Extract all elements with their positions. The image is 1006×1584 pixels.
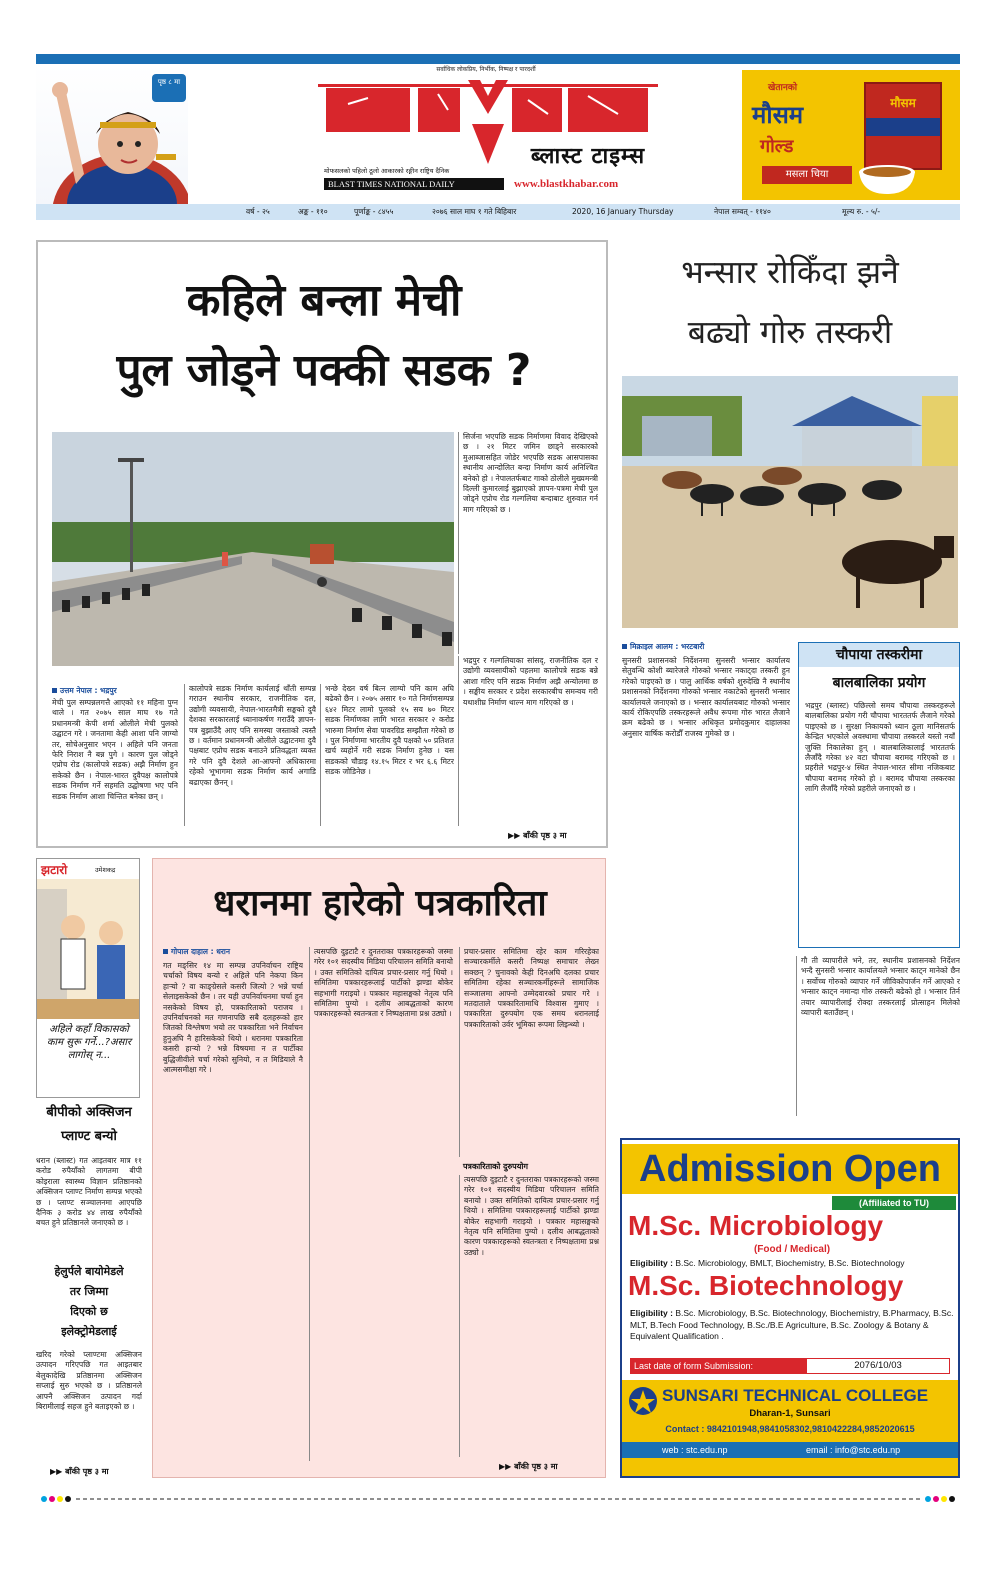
lead-column-4-top: सिर्जना भएपछि सडक निर्माणमा विवाद देखिएको छ । २१ मिटर जमिन छाड्ने सरकारको मुआब्जासहित जोडेर भएपछि सडक आसपासका स्थानीय आन्दोलित बन्दा निर्माण कार्य अनिश्चित बनेको हो । नेपालतर्फबाट गाको ठोलीले मुख्यमन्त्री दिल्ली कुमारलाई बुझाएको ज्ञापन-पत्रमा मेची पुल जोड्ने एप्रोच रोड गल्गलिया बन्दाबाट शुरुवात गर्न माग गरिएको छ ।	[458, 432, 598, 654]
dateline-nepal-sambat: नेपाल सम्वत् - ११४०	[714, 207, 771, 216]
masthead	[36, 54, 960, 222]
college-web-email-bar	[622, 1442, 958, 1458]
lead-headline-2: पुल जोड्ने पक्की सडक ?	[116, 345, 532, 396]
top-bar	[36, 54, 960, 64]
tea-ad-line3: मसला चिया	[762, 166, 852, 184]
left-headline-6: इलेक्ट्रोमेडलाई	[61, 1325, 117, 1338]
logo-title: ब्लास्ट टाइम्स	[530, 144, 646, 169]
arrow-icon: ▶▶	[50, 1467, 66, 1476]
lead-column-3: भन्छे देख्न वर्ष बित्न लाग्यो पनि काम अघि बढेको छैन । २०७५ असार १० गते निर्माणसम्पन्न ६४२ मिटर लामो पुलको १५ सय ७० मिटर सडक निर्माणका लागि भारत सरकार २ करोड भारुमा निर्माण सेवा पावरग्रिड सम्झौता गरेको छ । पुल निर्माणमा भारतीय दुवै पक्षको ५० प्रतिशत खर्च व्यहोर्ने गरी सडक निर्माण हुनेछ । यस सडकको चौडाइ १४.१५ मिटर र भर ६.६ मिटर सडक जोडिनेछ ।	[320, 684, 454, 826]
tea-ad-brand: खेतानको	[768, 83, 798, 93]
side-story	[620, 240, 960, 1136]
dharan-column-3-continued: त्यसपछि दुइटाटै र दुनतराका पत्रकारहरूको जस्मा गरेर १०१ सदस्यीय मिडिया परिचालन समिति बनायो । उक्त समितिको दायित्व प्रचार-प्रसार गर्नु थियो । समितिमा पत्रकारहरूलाई पार्टीको झण्डा बोकेर सहभागी गराइयो । पत्रकार महासङ्घको नेतृत्व पनि समितिमा पुग्यो । दलीय आबद्धताको कारण पत्रकारहरूको स्वतन्त्रता र निष्पक्षतामा प्रश्न उठ्यो ।	[459, 1175, 599, 1457]
deadline-bar	[630, 1358, 950, 1374]
left-headline-3: हेलुर्पले बायोमेडले	[54, 1265, 124, 1278]
child-smuggling-box	[798, 642, 960, 948]
dateline-price: मूल्य रु. - ५/-	[842, 207, 881, 216]
side-headline-1: भन्सार रोकिँदा झनै	[681, 253, 899, 291]
bridge-road-illustration	[52, 432, 454, 666]
dharan-headline: धरानमा हारेको पत्रकारिता	[213, 883, 547, 924]
cattle-photo	[622, 376, 958, 628]
tagline: सर्वाधिक लोकप्रिय, निर्भीक, निष्पक्ष र पारदर्शी	[436, 66, 536, 73]
college-contact: Contact : 9842101948,9841058302,9810422284,9852020615	[665, 1424, 915, 1434]
eligibility-2: Eligibility : B.Sc. Microbiology, B.Sc. Biotechnology, Biochemistry, B.Pharmacy, B.Sc. MLT, B.Tech Food Technology, B.Sc./B.E Agriculture, B.Sc. Zoology & Botany & Equivalent Qualification .	[630, 1308, 954, 1341]
tea-cup-icon	[852, 162, 922, 196]
college-web[interactable]: web : stc.edu.np	[662, 1445, 728, 1455]
dateline-issue: अङ्क - ११०	[298, 207, 328, 216]
admission-affiliation: (Affiliated to TU)	[832, 1196, 956, 1210]
lead-story	[36, 240, 608, 848]
program-1: M.Sc. Microbiology	[628, 1210, 884, 1241]
side-headline-2: बढ्यो गोरु तस्करी	[687, 313, 893, 351]
cartoon-artist: उमेशकद्र	[95, 866, 116, 874]
left-continued[interactable]: ▶▶ बाँकी पृष्ठ ३ मा	[50, 1467, 109, 1476]
college-email[interactable]: email : info@stc.edu.np	[806, 1445, 901, 1455]
dateline-total: पूर्णाङ्क - ८४५५	[354, 207, 394, 216]
cartoon	[36, 858, 140, 1098]
page-badge: पृष्ठ ८ मा	[152, 74, 186, 102]
left-headline-1: बीपीको अक्सिजन	[46, 1105, 132, 1120]
cattle-illustration	[622, 376, 958, 628]
cover-girl-photo	[36, 64, 188, 210]
cartoon-bubble: अहिले कहाँ विकासको काम सुरू गर्ने...?असार लागोस् न...	[46, 1024, 132, 1061]
logo-subtitle-np: मोफसलको पहिलो ठूलो आकारको रङ्गीन राष्ट्रिय दैनिक	[324, 167, 450, 175]
arrow-icon: ▶▶	[508, 831, 524, 840]
byline-square-icon	[163, 949, 168, 954]
cartoon-label: झटारो	[41, 863, 68, 877]
left-news	[36, 1102, 142, 1480]
byline-square-icon	[622, 644, 627, 649]
arrow-icon: ▶▶	[499, 1462, 515, 1471]
byline-square-icon	[52, 688, 57, 693]
color-registration-marks	[36, 1495, 960, 1503]
lead-continued[interactable]: ▶▶ बाँकी पृष्ठ ३ मा	[508, 831, 567, 840]
college-name: SUNSARI TECHNICAL COLLEGE	[662, 1386, 929, 1405]
logo-name-en: BLAST TIMES NATIONAL DAILY	[324, 178, 504, 190]
lead-column-1: मेची पुल सम्पन्नलगत्तै आएको ११ महिना पुग्न थाले । गत २०७५ साल माघ १७ गते प्रधानमन्त्री केपी शर्मा ओलीले मेची पुलको उद्घाटन गरे । जनतामा केही आशा पनि जाग्यो तर, सोचेअनुसार भएन । अहिले पनि जनता फेरि निराश नै बन्न पुगे । कारण पुल जोड्ने एप्रोच रोड (कालोपत्रे सडक) अझै निर्माण हुन सकेको छैन । नेपाल-भारत दुवैपक्ष कालोपत्रे सडक निर्माण गर्ने सहमति उद्घोषणा भए पनि सडक निर्माण आशा चिन्तित बनेका छन् ।	[52, 698, 178, 801]
website-link[interactable]: www.blastkhabar.com	[514, 178, 619, 190]
left-headline-2: प्लाण्ट बन्यो	[61, 1129, 117, 1144]
dharan-column-1: गत मङ्सिर १४ मा सम्पन्न उपनिर्वाचन राष्ट्रिय चर्चाको विषय बन्यो र अहिले पनि नेकपा किन हार्‍यो ? वा काङ्ग्रेसले कसरी जित्यो ? भन्ने चर्चा सेलाइसकेको छैन । तर यही उपनिर्वाचनमा चर्चा हुन नसकेको विषय हो, पत्रकारिताको पराजय । उपनिर्वाचनको मत गणनापछि सबै दलहरूको हार जितको विश्लेषण भयो तर पत्रकारिता भने निर्वाचन हुनुअघि नै हारिसकेको थियो । धरानमा पत्रकारिता कसरी हार्‍यो ? भन्ने विषयमा न त पार्टीका बुद्धिजीवीले चर्चा गरेको सुनियो, न त मिडियाले नै आत्मसमीक्षा गरे ।	[163, 961, 303, 1075]
deadline-value: 2076/10/03	[806, 1358, 950, 1374]
tea-pack-band	[866, 118, 940, 136]
dateline-year: वर्ष - २५	[246, 207, 270, 216]
dharan-column-3: प्रचार-प्रसार समितिमा रहेर काम गरिरहेका सञ्चारकर्मीले कसरी निष्पक्ष समाचार लेख्न सक्छन् ? चुनावको केही दिनअघि दलका प्रचार समितिमा रहेका सञ्चारकर्मीहरूले सामाजिक सञ्जालमा आफ्नो उम्मेदवारको प्रचार गरे । मतदाताले पत्रकारितामाथि विश्वास गुमाए । पत्रकारिता दुरुपयोग एक समय धरानलाई पत्रकारिताको उर्वर भूमिका रूपमा लिइन्थ्यो ।	[459, 947, 599, 1157]
side-column-1: सुनसरी प्रशासनको निर्देशनमा सुनसरी भन्सार कार्यालय सेतुवन्धि कोशी ब्यारेजले गोरुको भन्सार नकाट्दा तस्करी हुन गरेको पाइएको छ । पालु आर्थिक वर्षको शुरुदेखि नै स्थानीय प्रशासनको निर्देशनमा गोरुको भन्सार नकाटेको सुनसरी भन्सार कार्यालयले जनाएको छ । भन्सार कार्यालयबाट गोरुको भन्सार कार्य रोकिएपछि तस्करहरूले अवैध रूपमा गोरु भारत लैजाने क्रम बढेको छ । भन्सार अधिकृत प्रमोदकुमार दाहालका अनुसार वार्षिक करोडौँ राजस्व गुमेको छ ।	[622, 656, 790, 738]
admission-ad	[620, 1138, 960, 1478]
box-headline-2: बालबालिका प्रयोग	[832, 675, 926, 691]
dateline-en-date: 2020, 16 January Thursday	[572, 207, 674, 216]
tea-ad-line2: गोल्ड	[760, 136, 794, 157]
lead-headline-1: कहिले बन्ला मेची	[186, 275, 462, 326]
footer-registration-strip	[36, 1488, 960, 1496]
dharan-column-2: त्यसपछि दुइटाटै र दुनतराका पत्रकारहरूको जस्मा गरेर १०१ सदस्यीय मिडिया परिचालन समिति बनायो । उक्त समितिको दायित्व प्रचार-प्रसार गर्नु थियो । समितिमा पत्रकारहरूलाई पार्टीको झण्डा बोकेर सहभागी गराइयो । पत्रकार महासङ्घको नेतृत्व पनि समितिमा पुग्यो । दलीय आबद्धताको कारण पत्रकारहरूको स्वतन्त्रता र निष्पक्षतामा प्रश्न उठ्यो ।	[309, 947, 453, 1461]
eligibility-1: Eligibility : B.Sc. Microbiology, BMLT, Biochemistry, B.Sc. Biotechnology	[630, 1258, 905, 1268]
dharan-byline: गोपाल दाहाल : धरान	[163, 947, 230, 957]
deadline-label: Last date of form Submission:	[630, 1358, 806, 1374]
left-body-1: धरान (ब्लास्ट) गत आइतबार मात्र ११ करोड रुपैयाँको लागतमा बीपी कोइराला स्वास्थ्य विज्ञान प्रतिष्ठानको अक्सिजन प्लाण्ट निर्माण सम्पन्न भएको छ । प्लाण्ट सञ्चालनमा आएपछि दैनिक ३ करोड ४४ लाख रुपैयाँको बचत हुने प्रतिष्ठानले जनाएको छ ।	[36, 1156, 142, 1228]
masthead-logo	[318, 74, 658, 192]
dharan-continued[interactable]: ▶▶ बाँकी पृष्ठ ३ मा	[499, 1462, 558, 1471]
tea-ad-line1: मौसम	[752, 101, 804, 129]
tea-ad	[742, 70, 960, 200]
left-body-2: खरिद गरेको प्लाण्टमा अक्सिजन उत्पादन गरिएपछि गत आइतबार बेलुकादेखि प्रतिष्ठानमा अक्सिजन सप्लाई सुरु भएको छ । प्रतिष्ठानले आफ्नै अक्सिजन उत्पादन गर्दा बिरामीलाई सहज हुने बताइएको छ ।	[36, 1350, 142, 1412]
dharan-subhead: पत्रकारिताको दुरुपयोग	[463, 1162, 528, 1171]
program-2: M.Sc. Biotechnology	[628, 1270, 904, 1301]
lead-column-2: कालोपत्रे सडक निर्माण कार्यलाई थाँती सम्पन्न गराउन स्थानीय सरकार, राजनीतिक दल, उद्योगी व्यवसायी, नेपाल-भारतमैत्री सङ्घको दुवै देशका सरकारलाई ध्यानाकर्षण गराउँदै ज्ञापन-पत्र बुझाउँदै आए पनि समस्या जस्ताको त्यस्तै छ । वर्तमान प्रधानमन्त्री ओलीले उद्घाटनमा दुवै पक्षबाट एप्रोच सडक बनाउने प्रतिवद्धता व्यक्त गरे पनि दुवै देशले आ-आफ्नो अधिकारमा रहेको भूभागमा सडक निर्माण कार्य अगाडि बढाएका छैनन् ।	[184, 684, 316, 826]
program-1-sub: (Food / Medical)	[753, 1244, 831, 1255]
dharan-story	[152, 858, 606, 1478]
lead-byline: उत्तम नेपाल : भद्रपुर	[52, 686, 117, 696]
tea-pack-label: मौसम	[890, 96, 916, 110]
cartoon-illustration	[37, 879, 139, 1019]
left-headline-5: दिएको छ	[70, 1305, 108, 1318]
college-location: Dharan-1, Sunsari	[749, 1408, 831, 1419]
dateline-bar	[36, 204, 960, 220]
left-headline-4: तर जिम्मा	[69, 1285, 109, 1298]
box-body: भद्रपुर (ब्लास्ट) पछिल्लो समय चौपाया तस्करहरूले बालबालिका प्रयोग गरी चौपाया भारततर्फ लैजाने गरेको पाइएको छ । सुरक्षा निकायको ध्यान ठूला मानिसतर्फ केन्द्रित भएकोले अवस्थामा चौपाया तस्करले यस्तो नयाँ जुक्ति निकालेका हुन् । बालबालिकालाई भारततर्फ लैजाँदै गरेका ४२ वटा चौपाया बरामद गरिएको छ । प्रहरीले भद्रपुर-४ स्थित नेपाल-भारत सीमा नजिकबाट चौपाया बरामद गरेको हो । बरामद चौपाया तस्करका लागि लैजाँदै गरेको प्रहरीले जनाएको छ ।	[805, 701, 955, 794]
admission-title: Admission Open	[622, 1144, 958, 1194]
college-panel	[622, 1380, 958, 1476]
dateline-np-date: २०७६ साल माघ १ गते बिहिबार	[432, 207, 517, 216]
tea-pack	[864, 82, 942, 170]
side-column-2: गौ ती व्यापारीले भने, तर, स्थानीय प्रशासनको निर्देशन भन्दै सुनसरी भन्सार कार्यालयले भन्सार काट्न मानेको छैन । सर्वोच्च गोरुको व्यापार गर्ने जीविकोपार्जन गर्ने आएको र भन्सार काट्न नमान्दा गोरु तस्करी बढेको हो । भन्सार तिर्न तयार व्यापारीलाई रोक्दा तस्करलाई प्रोत्साहन मिलेको व्यापारी बताउँछन् ।	[796, 956, 960, 1116]
mechi-bridge-photo	[52, 432, 454, 666]
box-headline-1: चौपाया तस्करीमा	[799, 643, 959, 667]
lead-column-4-bottom: भद्रपुर र गल्गलियाका सांसद्, राजनीतिक दल र उद्योगी व्यवसायीको पहलमा कालोपत्रे सडक बन्ने आशा गरिए पनि सडक निर्माण अझै अन्योलमा छ । सङ्घीय सरकार र प्रदेश सरकारबीच समन्वय गरी यथाशीघ्र निर्माण थाल्न माग गरिएको छ ।	[458, 656, 598, 826]
side-byline: मिक्राइल आलम : भरटबारी	[622, 642, 704, 652]
